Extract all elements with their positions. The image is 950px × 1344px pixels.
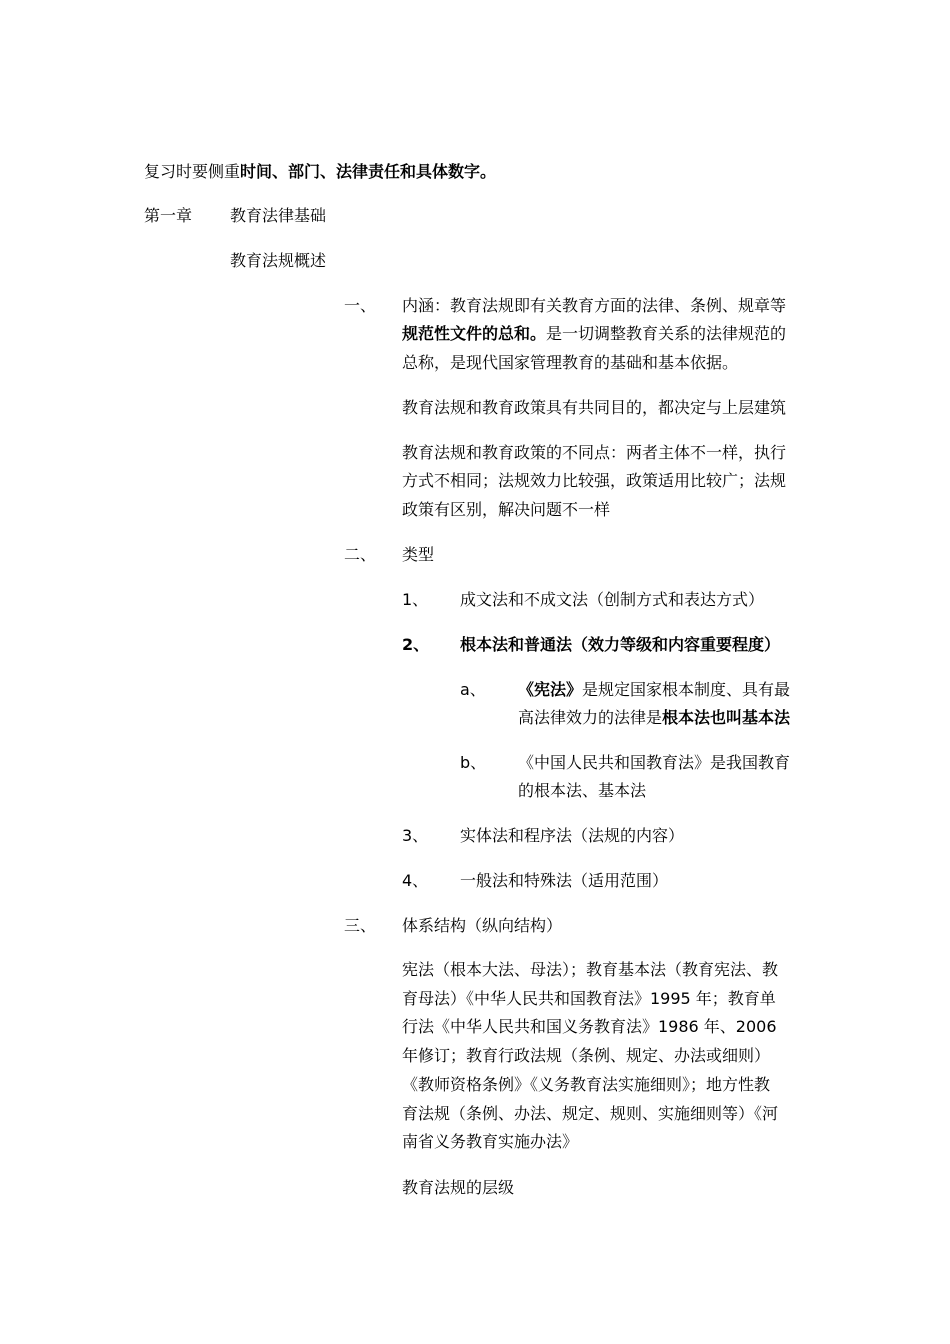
s2-item-b-line2: 的根本法、基本法 bbox=[518, 781, 647, 800]
s2-item-a-line1 bbox=[518, 676, 790, 705]
s1-para2: 教育法规和教育政策具有共同目的，都决定与上层建筑 bbox=[402, 398, 787, 417]
s3-para-line: 年修订；教育行政法规（条例、规定、办法或细则） bbox=[402, 1046, 771, 1065]
s2-item4-number: 4、 bbox=[402, 871, 429, 890]
intro-plain: 复习时要侧重 bbox=[144, 162, 241, 181]
s2-number: 二、 bbox=[344, 545, 377, 564]
s3-number: 三、 bbox=[344, 916, 377, 935]
s3-para-line: 《教师资格条例》《义务教育法实施细则》；地方性教 bbox=[402, 1075, 771, 1094]
s2-item4-text: 一般法和特殊法（适用范围） bbox=[460, 871, 669, 890]
s3-title: 体系结构（纵向结构） bbox=[402, 916, 563, 935]
s2-item-b-number: b、 bbox=[460, 753, 487, 772]
s3-para-line: 南省义务教育实施办法》 bbox=[402, 1132, 579, 1151]
s2-item-a-line2-bold: 根本法也叫基本法 bbox=[662, 708, 791, 727]
s1-para3-line3: 政策有区别，解决问题不一样 bbox=[402, 500, 611, 519]
s2-item1-number: 1、 bbox=[402, 590, 429, 609]
section-title: 教育法规概述 bbox=[230, 251, 327, 270]
s2-item2-number: 2、 bbox=[402, 635, 430, 654]
s3-para-line: 育法规（条例、办法、规定、规则、实施细则等）《河 bbox=[402, 1104, 779, 1123]
s2-item1-text: 成文法和不成文法（创制方式和表达方式） bbox=[460, 590, 765, 609]
s1-para3-line1: 教育法规和教育政策的不同点：两者主体不一样，执行 bbox=[402, 443, 787, 462]
intro-bold: 时间、部门、法律责任和具体数字。 bbox=[240, 162, 497, 181]
s2-item3-number: 3、 bbox=[402, 826, 429, 845]
s2-item3-text: 实体法和程序法（法规的内容） bbox=[460, 826, 685, 845]
s1-line1: 内涵：教育法规即有关教育方面的法律、条例、规章等 bbox=[402, 296, 787, 315]
s3-para-line: 育母法）《中华人民共和国教育法》1995 年；教育单 bbox=[402, 989, 776, 1008]
s3-para-line: 宪法（根本大法、母法）；教育基本法（教育宪法、教 bbox=[402, 960, 779, 979]
s1-number: 一、 bbox=[344, 296, 377, 315]
s1-line3: 总称，是现代国家管理教育的基础和基本依据。 bbox=[402, 353, 739, 372]
s2-item-a-number: a、 bbox=[460, 680, 486, 699]
s2-title: 类型 bbox=[402, 545, 435, 564]
s2-item-a-bold: 《宪法》 bbox=[518, 680, 583, 699]
intro-line bbox=[144, 158, 496, 187]
s2-item-a-line2-plain: 高法律效力的法律是 bbox=[518, 708, 663, 727]
s2-item-a-plain: 是规定国家根本制度、具有最 bbox=[582, 680, 791, 699]
s3-para-line: 行法《中华人民共和国义务教育法》1986 年、2006 bbox=[402, 1017, 777, 1036]
s2-item2-text: 根本法和普通法（效力等级和内容重要程度） bbox=[460, 635, 781, 654]
s1-line2-plain: 是一切调整教育关系的法律规范的 bbox=[546, 324, 787, 343]
s2-item-a-line2 bbox=[518, 704, 790, 733]
s3-last-line: 教育法规的层级 bbox=[402, 1178, 515, 1197]
s1-para3-line2: 方式不相同；法规效力比较强，政策适用比较广；法规 bbox=[402, 471, 787, 490]
chapter-title: 教育法律基础 bbox=[230, 206, 327, 225]
s1-line2-bold: 规范性文件的总和。 bbox=[402, 324, 547, 343]
chapter-number: 第一章 bbox=[144, 206, 193, 225]
s1-line2 bbox=[402, 320, 786, 349]
s2-item-b-line1: 《中国人民共和国教育法》是我国教育 bbox=[518, 753, 791, 772]
